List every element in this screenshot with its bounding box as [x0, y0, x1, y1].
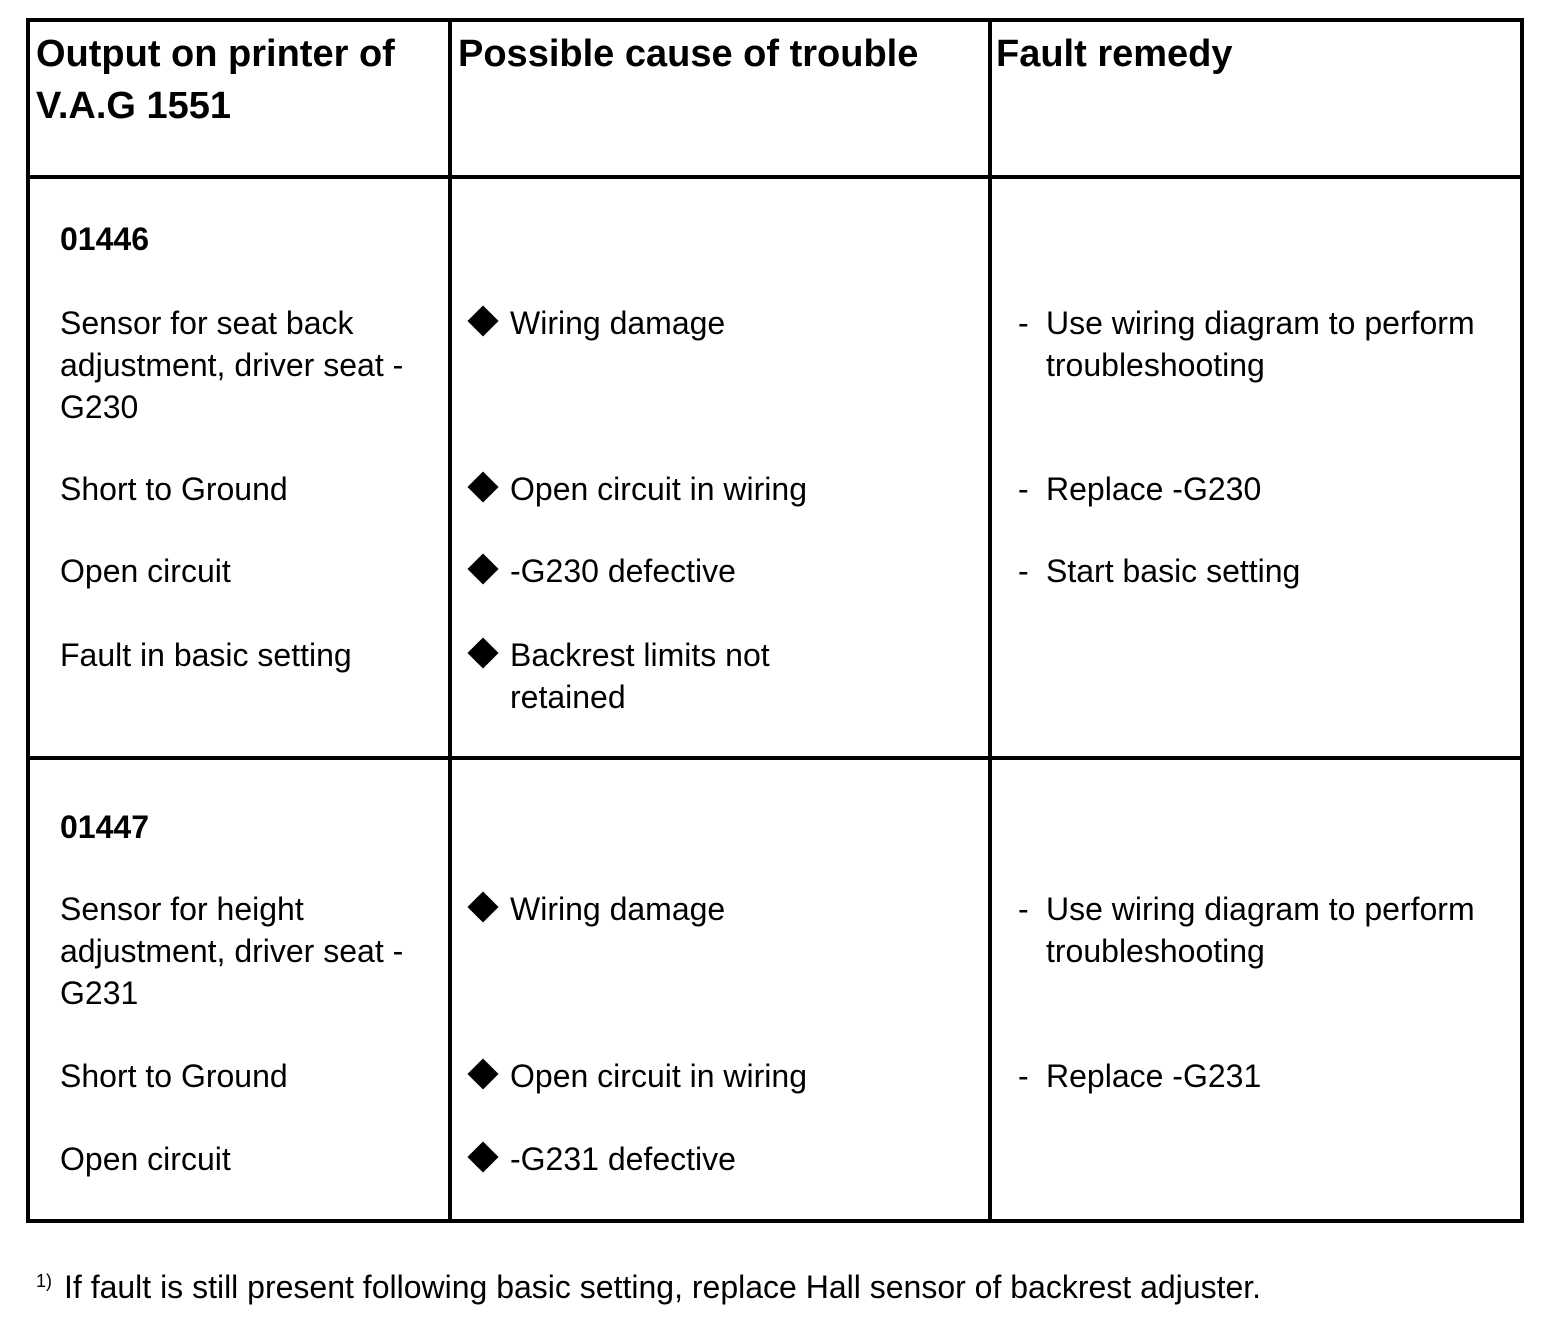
remedy-line: Use wiring diagram to perform [1046, 891, 1475, 927]
remedy-line: Use wiring diagram to perform [1046, 305, 1475, 341]
cause-text [510, 634, 770, 718]
remedy-dash: - [1018, 553, 1029, 589]
remedy-dash: - [1018, 305, 1029, 341]
column-divider [988, 22, 992, 1219]
fault-code: 01446 [60, 221, 149, 257]
column-divider [448, 22, 452, 1219]
fault-output: Open circuit [60, 1141, 231, 1177]
header-remedy: Fault remedy [996, 33, 1233, 75]
fault-output [60, 888, 403, 1014]
output-line: adjustment, driver seat - [60, 347, 404, 383]
cause-line: Backrest limits not [510, 637, 770, 673]
header-output [36, 28, 395, 132]
remedy-dash: - [1018, 1058, 1029, 1094]
output-line: G231 [60, 975, 139, 1011]
fault-output: Open circuit [60, 553, 231, 589]
cause-text: Open circuit in wiring [510, 1058, 807, 1094]
cause-text: Wiring damage [510, 305, 726, 341]
cause-text: Open circuit in wiring [510, 471, 807, 507]
remedy-line: troubleshooting [1046, 347, 1265, 383]
footnote-text: If fault is still present following basic setting, replace Hall sensor of backrest adjuster. [64, 1269, 1262, 1305]
remedy-text: Replace -G230 [1046, 471, 1262, 507]
output-line: Sensor for height [60, 891, 304, 927]
header-output-line: V.A.G 1551 [36, 85, 232, 127]
cause-text: -G231 defective [510, 1141, 736, 1177]
remedy-text: Replace -G231 [1046, 1058, 1262, 1094]
cause-text: Wiring damage [510, 891, 726, 927]
output-line: adjustment, driver seat - [60, 933, 404, 969]
diamond-bullet-icon [467, 1141, 498, 1172]
fault-output: Short to Ground [60, 471, 288, 507]
row-divider [30, 756, 1520, 760]
diamond-bullet-icon [467, 553, 498, 584]
row-divider [30, 175, 1520, 179]
output-line: G230 [60, 389, 139, 425]
diamond-bullet-icon [467, 891, 498, 922]
fault-code: 01447 [60, 809, 149, 845]
diamond-bullet-icon [467, 1058, 498, 1089]
remedy-text: Start basic setting [1046, 553, 1301, 589]
diamond-bullet-icon [467, 305, 498, 336]
remedy-line: troubleshooting [1046, 933, 1265, 969]
diamond-bullet-icon [467, 637, 498, 668]
header-cause: Possible cause of trouble [458, 33, 919, 75]
fault-output: Fault in basic setting [60, 637, 352, 673]
cause-text: -G230 defective [510, 553, 736, 589]
header-output-line: Output on printer of [36, 33, 395, 75]
remedy-text [1046, 888, 1475, 972]
footnote [36, 1266, 1261, 1308]
output-line: Sensor for seat back [60, 305, 354, 341]
fault-table [26, 18, 1524, 1223]
remedy-dash: - [1018, 891, 1029, 927]
remedy-text [1046, 302, 1475, 386]
diamond-bullet-icon [467, 471, 498, 502]
cause-line: retained [510, 679, 626, 715]
fault-output: Short to Ground [60, 1058, 288, 1094]
footnote-marker: 1) [36, 1271, 53, 1291]
fault-output [60, 302, 403, 428]
remedy-dash: - [1018, 471, 1029, 507]
